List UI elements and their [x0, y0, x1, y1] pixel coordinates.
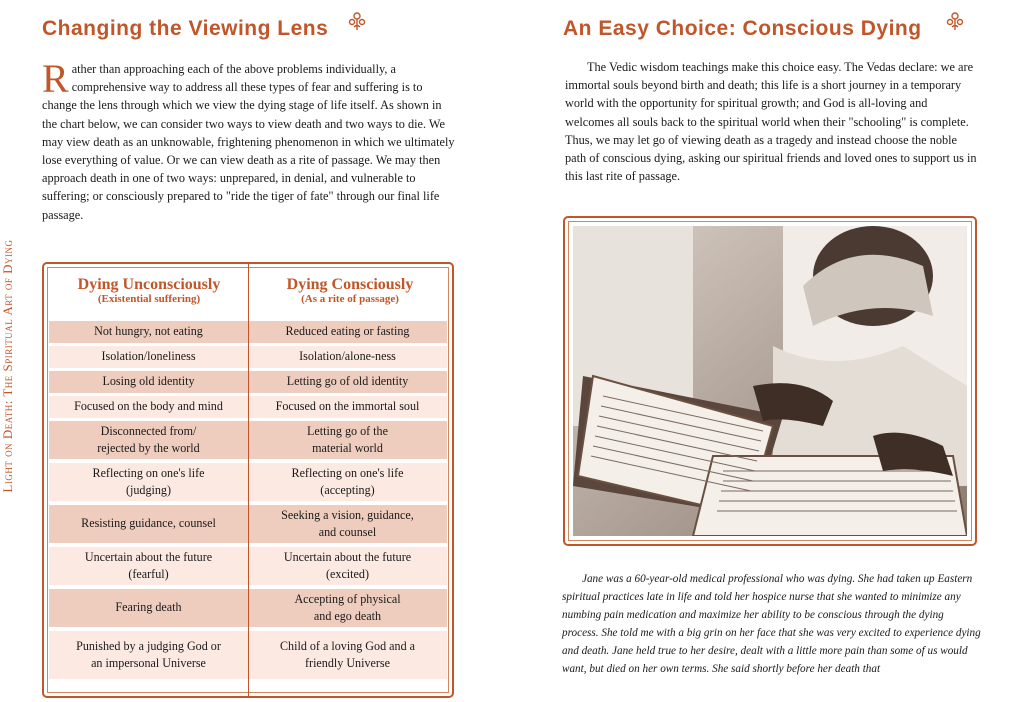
cell-conscious: Letting go of the material world [307, 423, 388, 455]
cell-unconscious: Reflecting on one's life (judging) [92, 465, 205, 497]
comparison-chart [42, 262, 454, 698]
scripture-reading-photo [573, 226, 967, 536]
photo-frame [563, 216, 977, 546]
col2-title: Dying Consciously [286, 276, 414, 293]
story-text: Jane was a 60-year-old medical professional who was dying. She had taken up Eastern spiritual practices late in life and told her hospice nurse that she wanted to minimize any numbing pain medication and maximize her ability to be conscious through the dying process. She told me with a big grin on her face that she was very excited to experience dying and death. Jane held true to her desire, dealt with a little more pain than some of us would want, but died on her own terms. She said shortly before her death that [562, 573, 981, 675]
cell-unconscious: Resisting guidance, counsel [81, 516, 216, 531]
cell-unconscious: Fearing death [115, 600, 182, 615]
right-intro-text: The Vedic wisdom teachings make this choice easy. The Vedas declare: we are immortal souls beyond birth and death; this life is a short journey in a temporary world with the opportunity for spiritual growth; and God is all-loving and welcomes all souls back to the spiritual world when their "schooling" is complete. Thus, we may let go of viewing death as a tragedy and instead choose the noble path of conscious dying, asking our spiritual friends and loved ones to support us in this last rite of passage. [565, 60, 977, 184]
cell-conscious: Focused on the immortal soul [275, 399, 420, 414]
cell-conscious: Uncertain about the future (excited) [283, 549, 412, 581]
flourish-icon [346, 10, 368, 32]
cell-conscious: Letting go of old identity [286, 374, 409, 389]
right-intro-paragraph [565, 58, 977, 185]
cell-conscious: Reduced eating or fasting [285, 324, 410, 339]
spine-title: Light on Death: The Spiritual Art of Dying [0, 239, 15, 493]
cell-conscious: Accepting of physical and ego death [294, 591, 401, 623]
cell-unconscious: Focused on the body and mind [74, 399, 223, 414]
left-intro-text: ather than approaching each of the above problems individually, a comprehensive way to address all these types of fear and suffering is to change the lens through which we view the dying stage of life itself. As shown in the chart below, we can consider two ways to view death and two ways to die. We may view death as an unknowable, frightening phenomenon in which we ultimately lose everything of value. Or we can view death as a rite of passage. We may then approach death in one of two ways: unprepared, in denial, and vulnerable to suffering; or consciously prepared to "ride the tiger of fate" through our final life passage. [42, 62, 455, 222]
chart-col1-header [49, 276, 249, 305]
photo-men-reading-scripture [573, 226, 967, 536]
col2-subtitle: (As a rite of passage) [301, 293, 399, 305]
col1-subtitle: (Existential suffering) [97, 293, 201, 305]
left-intro-paragraph [42, 56, 456, 224]
cell-conscious: Seeking a vision, guidance, and counsel [281, 507, 414, 539]
col1-title: Dying Unconsciously [77, 276, 221, 293]
spine-running-head [0, 40, 20, 700]
cell-unconscious: Uncertain about the future (fearful) [84, 549, 213, 581]
cell-conscious: Child of a loving God and a friendly Universe [279, 638, 416, 670]
cell-conscious: Isolation/alone-ness [299, 349, 396, 364]
cell-unconscious: Punished by a judging God or an impersonal Universe [76, 638, 221, 670]
cell-unconscious: Disconnected from/ rejected by the world [97, 423, 200, 455]
cell-unconscious: Losing old identity [102, 374, 195, 389]
cell-unconscious: Isolation/loneliness [101, 349, 196, 364]
cell-conscious: Reflecting on one's life (accepting) [291, 465, 404, 497]
chart-col2-header [250, 276, 450, 305]
cell-unconscious: Not hungry, not eating [94, 324, 203, 339]
left-page-heading: Changing the Viewing Lens [42, 17, 329, 40]
flourish-icon [944, 10, 966, 32]
chart-divider [248, 264, 249, 696]
right-page-heading: An Easy Choice: Conscious Dying [563, 17, 922, 40]
drop-cap: R [42, 56, 69, 101]
story-paragraph [562, 570, 982, 678]
